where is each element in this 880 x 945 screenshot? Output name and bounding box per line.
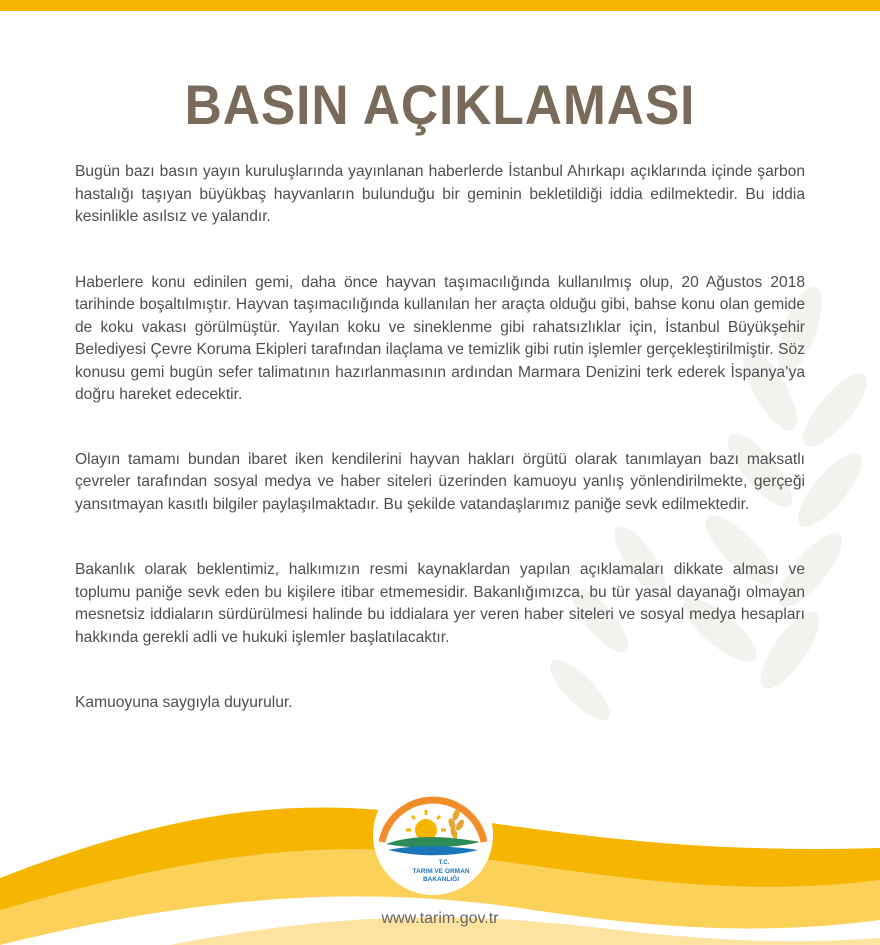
ministry-logo-icon (368, 770, 498, 900)
paragraph-1: Bugün bazı basın yayın kuruluşlarında yayınlanan haberlerde İstanbul Ahırkapı açıklarında içinde şarbon hastalığı taşıyan büyükbaş hayvanların bulunduğu bir geminin bekletildiği iddia edilmektedir. Bu iddia kesinlikle asılsız ve yalandır. (75, 163, 805, 225)
page-title: BASIN AÇIKLAMASI (184, 73, 696, 136)
logo-line-3: BAKANLIĞI (422, 876, 460, 883)
closing-line: Kamuoyuna saygıyla duyurulur. (75, 694, 293, 711)
logo-line-1: T.C. (438, 860, 450, 866)
paragraph-3: Olayın tamamı bundan ibaret iken kendilerini hayvan hakları örgütü olarak tanımlayan bazı maksatlı çevreler tarafından sosyal medya ve haber siteleri üzerinden kamuoyu yanlış yönlendirilmekte, gerçeği yansıtmayan kasıtlı bilgiler paylaşılmaktadır. Bu şekilde vatandaşlarımız paniğe sevk edilmektedir. (75, 450, 805, 513)
ministry-logo (368, 770, 498, 900)
paragraph-4: Bakanlık olarak beklentimiz, halkımızın resmi kaynaklardan yapılan açıklamaları dikkate alması ve toplumu paniğe sevk eden bu kişilere itibar etmemesidir. Bakanlığımızca, bu tür yasal dayanağı olmayan mesnetsiz iddiaların sürdürülmesi halinde bu iddialara yer veren haber siteleri ve sosyal medya hesapları hakkında gerekli adli ve hukuki işlemler başlatılacaktır. (75, 561, 805, 646)
logo-line-2: TARIM VE ORMAN (412, 868, 470, 875)
document-body (75, 161, 805, 715)
paragraph-2: Haberlere konu edinilen gemi, daha önce hayvan taşımacılığında kullanılmış olup, 20 Ağustos 2018 tarihinde boşaltılmıştır. Hayvan taşımacılığında kullanılan her araçta olduğu gibi, bahse konu olan gemide de koku vakası görülmüştür. Yayılan koku ve sineklenme gibi rahatsızlıklar için, İstanbul Büyükşehir Belediyesi Çevre Koruma Ekipleri tarafından ilaçlama ve temizlik gibi rutin işlemler gerçekleştirilmiştir. Söz konusu gemi bugün sefer talimatının hazırlanmasının ardından Marmara Denizini terk ederek İspanya’ya doğru hareket edecektir. (75, 273, 805, 403)
website-link[interactable]: www.tarim.gov.tr (381, 910, 499, 927)
